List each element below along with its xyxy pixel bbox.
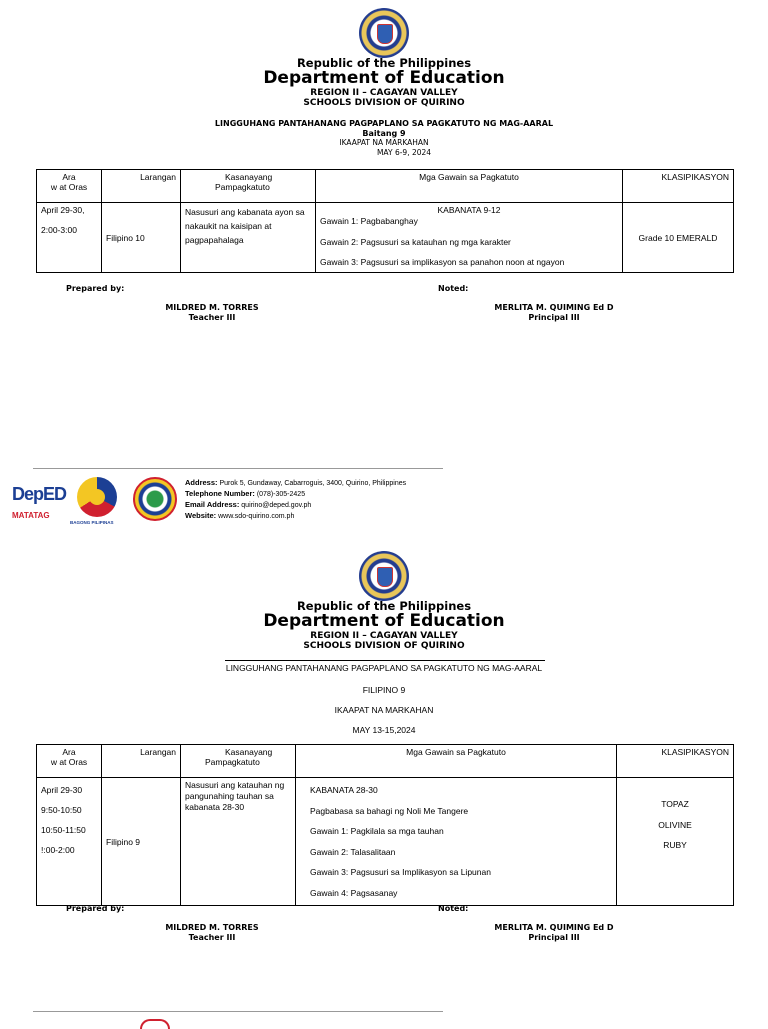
deped-logo-icon: DepED [12,484,67,504]
bagong-pilipinas-text: BAGONG PILIPINAS [70,520,114,525]
col-kasanayan: Kasanayang Pampagkatuto [181,745,296,778]
teacher-title: Teacher III [188,933,236,942]
matatag-logo: MATATAG [12,511,50,520]
col-larangan: Larangan [102,745,181,778]
noted-label: Noted: [438,904,469,913]
teacher-name: MILDRED M. TORRES [165,303,259,312]
cell-kasanayan: Nasusuri ang katauhan ng pangunahing tauhan sa kabanata 28-30 [181,778,296,906]
cell-larangan: Filipino 9 [102,778,181,906]
principal-title: Principal III [528,933,580,942]
deped-seal-icon [359,8,409,58]
cell-klasipikasyon: Grade 10 EMERALD [623,203,734,273]
region-heading: REGION II – CAGAYAN VALLEY [310,88,458,98]
col-ara: Ara w at Oras [37,170,102,203]
email-text: quirino@deped.gov.ph [241,502,312,509]
plan-title: LINGGUHANG PANTAHANANG PAGPAPLANO SA PAGKATUTO NG MAG-AARAL [214,119,554,128]
plan-title: LINGGUHANG PANTAHANANG PAGPAPLANO SA PAGKATUTO NG MAG-AARAL [225,663,543,673]
deped-seal-icon [359,551,409,601]
subject-label: FILIPINO 9 [362,685,406,695]
address-text: Purok 5, Gundaway, Cabarroguis, 3400, Quirino, Philippines [219,480,407,487]
col-klasipikasyon: KLASIPIKASYON [623,170,734,203]
title-divider [225,660,545,661]
footer-divider [33,1011,443,1012]
table-header-row [37,170,734,203]
principal-name: MERLITA M. QUIMING Ed D [494,303,614,312]
table-row [37,203,734,273]
col-kasanayan: Kasanayang Pampagkatuto [181,170,316,203]
col-ara: Ara w at Oras [37,745,102,778]
cell-kasanayan: Nasusuri ang kabanata ayon sa nakaukit na kaisipan at pagpapahalaga [181,203,316,273]
col-gawain: Mga Gawain sa Pagkatuto [296,745,617,778]
col-larangan: Larangan [102,170,181,203]
plan-table-2 [36,744,734,906]
republic-heading: Republic of the Philippines [296,56,472,70]
contact-block: Address: Purok 5, Gundaway, Cabarroguis, 3400, Quirino, Philippines Telephone Number: (078)-305-2425 Email Address: quirino@deped.gov.ph Website: www.sdo-quirino.com.ph [185,478,407,520]
plan-table-1 [36,169,734,273]
date-label: MAY 6-9, 2024 [376,148,432,157]
table-header-row [37,745,734,778]
teacher-title: Teacher III [188,313,236,322]
department-heading: Department of Education [263,68,505,88]
division-logo-icon [140,1019,170,1029]
department-heading: Department of Education [263,611,505,631]
col-gawain: Mga Gawain sa Pagkatuto [316,170,623,203]
website-link[interactable]: www.sdo-quirino.com.ph [218,513,295,520]
cell-time: April 29-30 9:50-10:50 10:50-11:50 !:00-2:00 [37,778,102,906]
division-heading: SCHOOLS DIVISION OF QUIRINO [303,98,465,108]
footer-divider [33,468,443,469]
cell-gawain: KABANATA 9-12 Gawain 1: Pagbabanghay Gawain 2: Pagsusuri sa katauhan ng mga karakter Gawain 3: Pagsusuri sa implikasyon sa panahon noon at ngayon [316,203,623,273]
division-heading: SCHOOLS DIVISION OF QUIRINO [303,641,465,651]
quarter-label: IKAAPAT NA MARKAHAN [339,138,429,147]
date-label: MAY 13-15,2024 [352,725,416,735]
col-klasipikasyon: KLASIPIKASYON [617,745,734,778]
division-logo-icon [133,477,177,521]
republic-heading: Republic of the Philippines [296,599,472,613]
cell-klasipikasyon: TOPAZ OLIVINE RUBY [617,778,734,906]
grade-label: Baitang 9 [362,129,406,138]
principal-title: Principal III [528,313,580,322]
cell-time: April 29-30, 2:00-3:00 [37,203,102,273]
bagong-pilipinas-logo-icon [77,477,117,517]
noted-label: Noted: [438,284,469,293]
table-row [37,778,734,906]
teacher-name: MILDRED M. TORRES [165,923,259,932]
phone-text: (078)-305-2425 [256,491,306,498]
cell-gawain: KABANATA 28-30 Pagbabasa sa bahagi ng Noli Me Tangere Gawain 1: Pagkilala sa mga tauhan Gawain 2: Talasalitaan Gawain 3: Pagsusuri sa Implikasyon sa Lipunan Gawain 4: Pagsasanay [296,778,617,906]
quarter-label: IKAAPAT NA MARKAHAN [334,705,434,715]
region-heading: REGION II – CAGAYAN VALLEY [310,631,458,641]
cell-larangan: Filipino 10 [102,203,181,273]
prepared-label: Prepared by: [66,284,125,293]
prepared-label: Prepared by: [66,904,125,913]
principal-name: MERLITA M. QUIMING Ed D [494,923,614,932]
